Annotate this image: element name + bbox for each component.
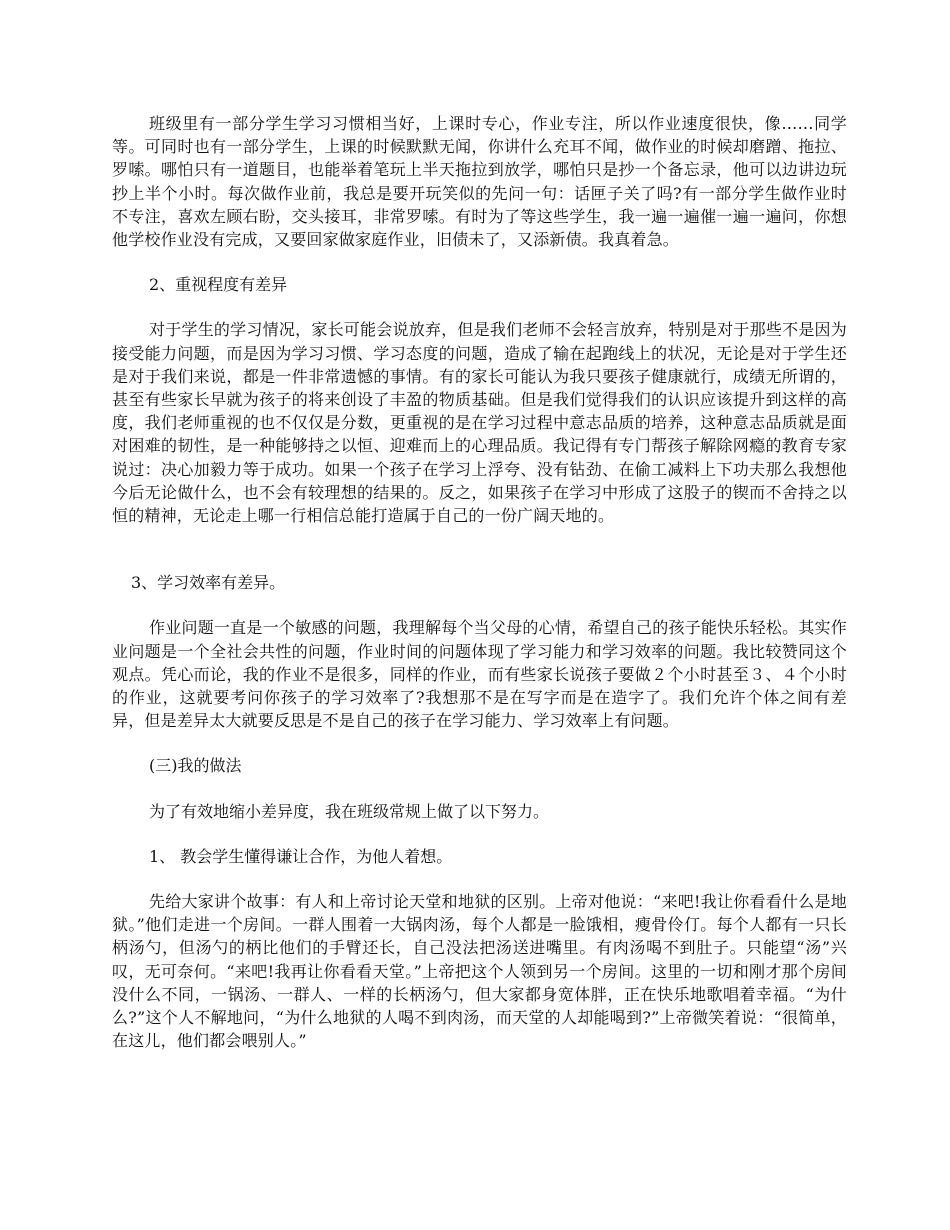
document-page [112, 112, 847, 1053]
paragraph-efficiency-difference: 作业问题一直是一个敏感的问题，我理解每个当父母的心情，希望自己的孩子能快乐轻松。其实作业问题是一个全社会共性的问题，作业时间的问题体现了学习能力和学习效率的问题。我比较赞同这个观点。凭心而论，我的作业不是很多，同样的作业，而有些家长说孩子要做２个小时甚至３、４个小时的作业，这就要考问你孩子的学习效率了?我想那不是在写字而是在造字了。我们允许个体之间有差异，但是差异太大就要反思是不是自己的孩子在学习能力、学习效率上有问题。 [112, 618, 847, 731]
heading-efficiency-difference: 3、学习效率有差异。 [131, 573, 286, 593]
paragraph-approach-intro: 为了有效地缩小差异度，我在班级常规上做了以下努力。 [149, 801, 550, 821]
paragraph-study-habits: 班级里有一部分学生学习习惯相当好，上课时专心，作业专注，所以作业速度很快，像……同学等。可同时也有一部分学生，上课的时候默默无闻，你讲什么充耳不闻，做作业的时候却磨蹭、拖拉、罗嗦。哪怕只有一道题目，也能举着笔玩上半天拖拉到放学，哪怕只是抄一个备忘录，他可以边讲边玩抄上半个小时。每次做作业前，我总是要开玩笑似的先问一句：话匣子关了吗?有一部分学生做作业时不专注，喜欢左顾右盼，交头接耳，非常罗嗦。有时为了等这些学生，我一遍一遍催一遍一遍问，你想他学校作业没有完成，又要回家做家庭作业，旧债未了，又添新债。我真着急。 [112, 114, 847, 250]
heading-cooperation: 1、 教会学生懂得谦让合作，为他人着想。 [149, 846, 453, 866]
heading-my-approach: (三)我的做法 [149, 756, 242, 776]
paragraph-attention-difference: 对于学生的学习情况，家长可能会说放弃，但是我们老师不会轻言放弃，特别是对于那些不是因为接受能力问题，而是因为学习习惯、学习态度的问题，造成了输在起跑线上的状况，无论是对于学生还是对于我们来说，都是一件非常遗憾的事情。有的家长可能认为我只要孩子健康就行，成绩无所谓的，甚至有些家长早就为孩子的将来创设了丰盈的物质基础。但是我们觉得我们的认识应该提升到这样的高度，我们老师重视的也不仅仅是分数，更重视的是在学习过程中意志品质的培养，这种意志品质就是面对困难的韧性，是一种能够持之以恒、迎难而上的心理品质。我记得有专门帮孩子解除网瘾的教育专家说过：决心加毅力等于成功。如果一个孩子在学习上浮夸、没有钻劲、在偷工减料上下功夫那么我想他今后无论做什么，也不会有较理想的结果的。反之，如果孩子在学习中形成了这股子的锲而不舍持之以恒的精神，无论走上哪一行相信总能打造属于自己的一份广阔天地的。 [112, 320, 847, 526]
heading-attention-difference: 2、重视程度有差异 [149, 275, 288, 295]
paragraph-heaven-hell-story: 先给大家讲个故事：有人和上帝讨论天堂和地狱的区别。上帝对他说：“来吧!我让你看看什么是地狱。”他们走进一个房间。一群人围着一大锅肉汤，每个人都是一脸饿相，瘦骨伶仃。每个人都有一只长柄汤勺，但汤勺的柄比他们的手臂还长，自己没法把汤送进嘴里。有肉汤喝不到肚子。只能望“汤”兴叹，无可奈何。“来吧!我再让你看看天堂。”上帝把这个人领到另一个房间。这里的一切和刚才那个房间没什么不同，一锅汤、一群人、一样的长柄汤勺，但大家都身宽体胖，正在快乐地歌唱着幸福。“为什么?”这个人不解地问，“为什么地狱的人喝不到肉汤，而天堂的人却能喝到?”上帝微笑着说：“很简单，在这儿，他们都会喂别人。” [112, 892, 847, 1051]
